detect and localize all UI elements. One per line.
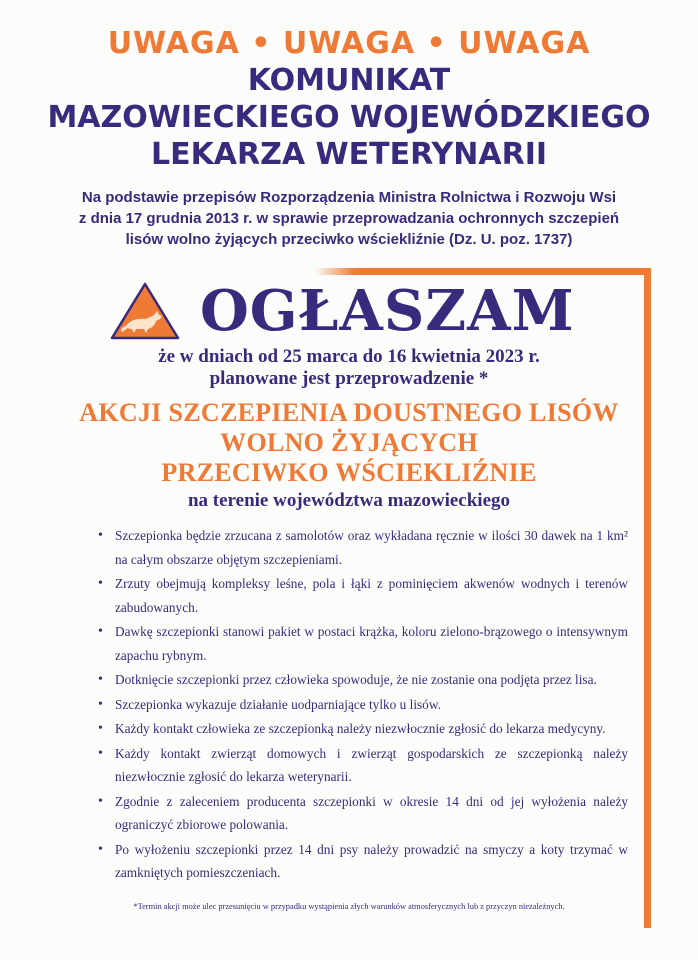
- intro-line: z dnia 17 grudnia 2013 r. w sprawie przeprowadzania ochronnych szczepień: [78, 210, 620, 227]
- list-item: • Zrzuty obejmują kompleksy leśne, pola i łąki z pominięciem akwenów wodnych i terenów zabudowanych.: [98, 572, 628, 619]
- footnote: *Termin akcji może ulec przesunięciu w przypadku wystąpienia złych warunków atmosferycznych lub z przyczyn niezależnych.: [133, 902, 565, 911]
- title-line: KOMUNIKAT: [247, 63, 451, 98]
- announcement-dates: [0, 346, 698, 390]
- list-item: • Zgodnie z zaleceniem producenta szczepionki w okresie 14 dni od jej wyłożenia należy ograniczyć zbiorowe polowania.: [98, 790, 628, 837]
- region-text: na terenie województwa mazowieckiego: [187, 490, 511, 511]
- info-list: [98, 524, 628, 886]
- title-line: LEKARZA WETERYNARII: [150, 137, 548, 172]
- legal-basis: [0, 187, 698, 250]
- date-line: planowane jest przeprowadzenie *: [209, 368, 489, 389]
- poster-header: [0, 26, 698, 250]
- action-line: AKCJI SZCZEPIENIA DOUSTNEGO LISÓW: [79, 398, 619, 427]
- list-item: • Każdy kontakt człowieka ze szczepionką należy niezwłocznie zgłosić do lekarza medycyny.: [98, 717, 628, 741]
- announcement-heading: OGŁASZAM: [200, 278, 575, 344]
- title-line: MAZOWIECKIEGO WOJEWÓDZKIEGO: [47, 100, 651, 135]
- action-line: PRZECIWKO WŚCIEKLIŹNIE: [161, 458, 537, 487]
- list-item: • Dotknięcie szczepionki przez człowieka spowoduje, że nie zostanie ona podjęta przez lisa.: [98, 668, 628, 692]
- intro-line: lisów wolno żyjących przeciwko wściekliźnie (Dz. U. poz. 1737): [125, 231, 573, 248]
- panel-border-top: [355, 268, 651, 275]
- list-item: • Szczepionka będzie zrzucana z samolotów oraz wykładana ręcznie w ilości 30 dawek na 1 km² na całym obszarze objętym szczepieniami.: [98, 524, 628, 571]
- intro-line: Na podstawie przepisów Rozporządzenia Ministra Rolnictwa i Rozwoju Wsi: [81, 189, 617, 206]
- warning-banner: UWAGA • UWAGA • UWAGA: [107, 26, 591, 61]
- list-item: • Dawkę szczepionki stanowi pakiet w postaci krążka, koloru zielono-brązowego o intensywnym zapachu rybnym.: [98, 620, 628, 667]
- page-title: [0, 62, 698, 173]
- action-line: WOLNO ŻYJĄCYCH: [220, 428, 478, 457]
- list-item: • Po wyłożeniu szczepionki przez 14 dni psy należy prowadzić na smyczy a koty trzymać w zamkniętych pomieszczeniach.: [98, 838, 628, 885]
- date-line: że w dniach od 25 marca do 16 kwietnia 2023 r.: [158, 346, 540, 367]
- list-item: • Każdy kontakt zwierząt domowych i zwierząt gospodarskich ze szczepionką należy niezwłocznie zgłosić do lekarza weterynarii.: [98, 742, 628, 789]
- list-item: • Szczepionka wykazuje działanie uodparniające tylko u lisów.: [98, 693, 628, 717]
- action-title: [0, 398, 698, 488]
- fox-warning-triangle-icon: [110, 282, 180, 340]
